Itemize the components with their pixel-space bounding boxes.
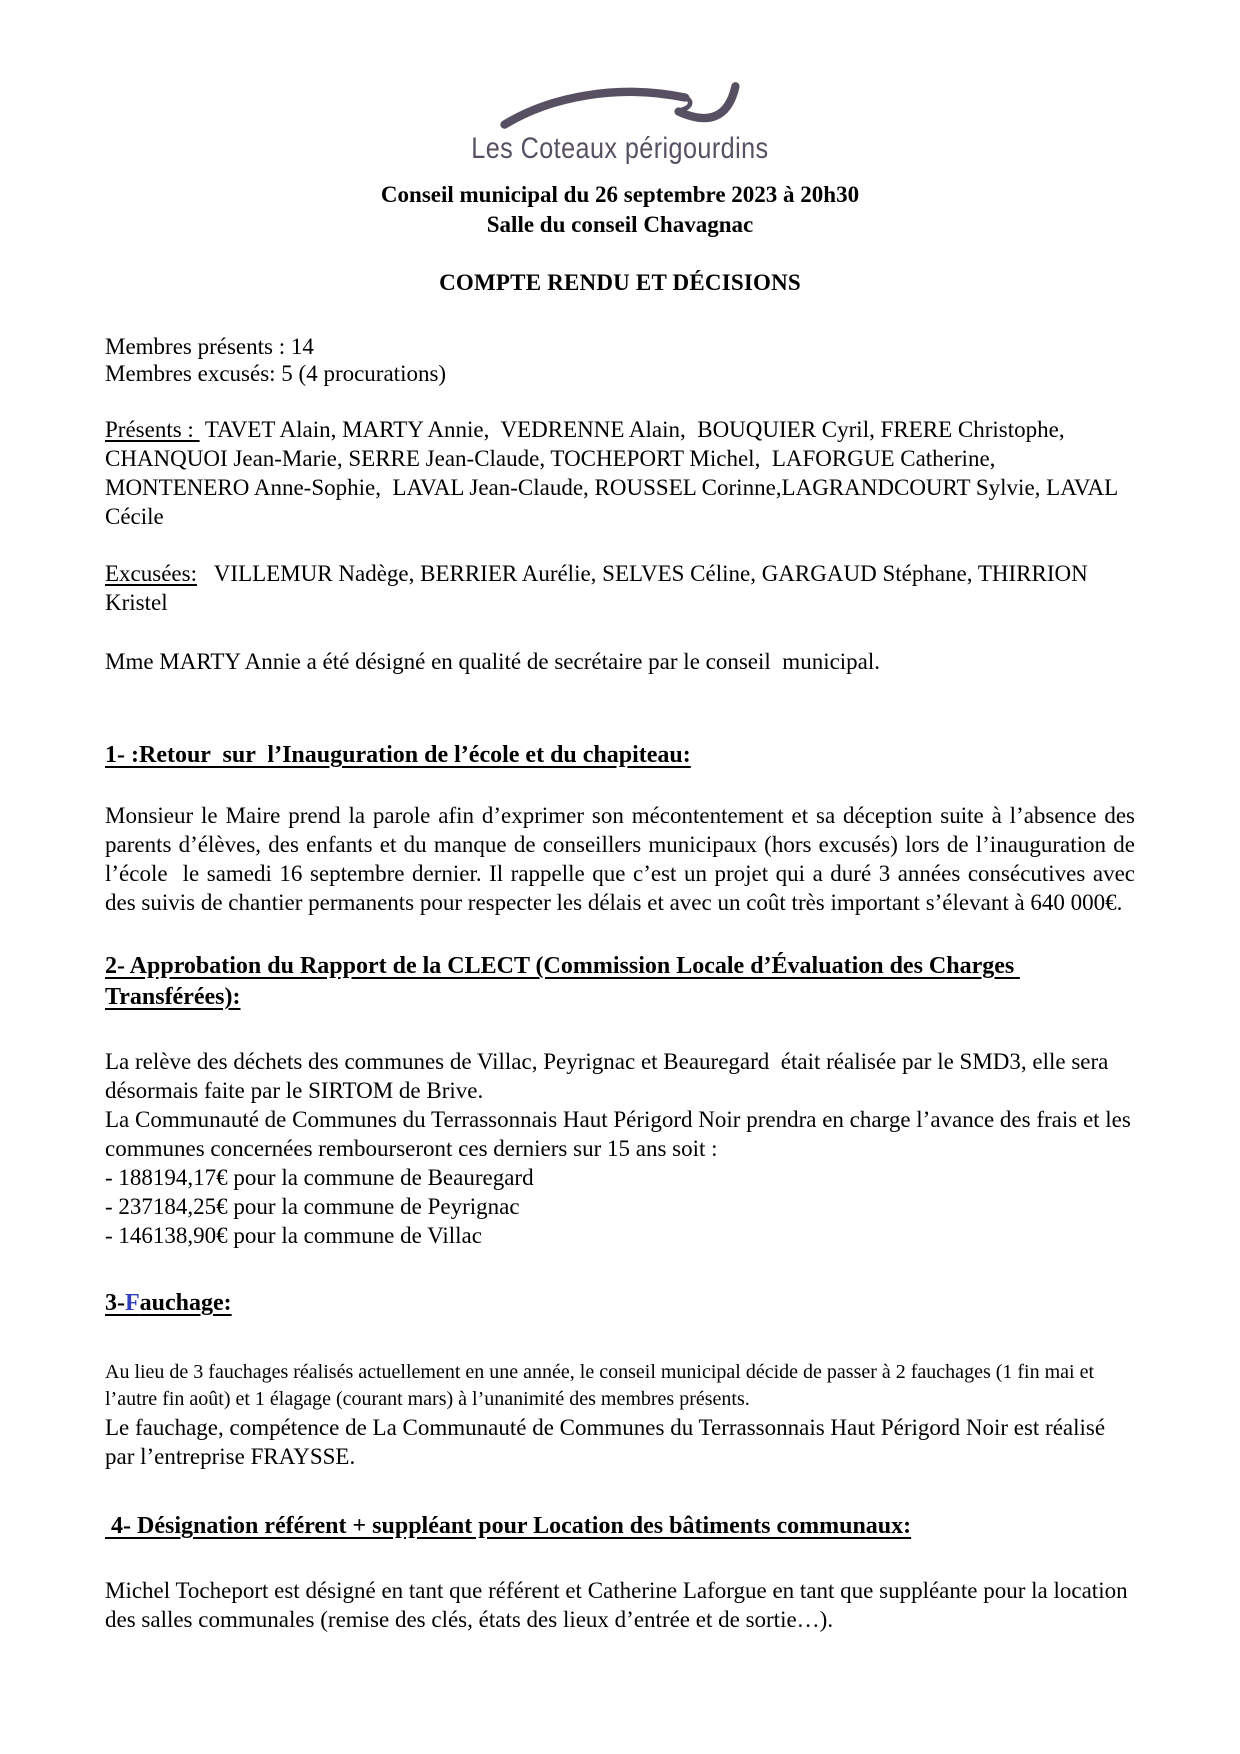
section-1-heading: 1- :Retour sur l’Inauguration de l’école et du chapiteau:	[105, 742, 691, 768]
meeting-title: Conseil municipal du 26 septembre 2023 à 20h30	[380, 182, 860, 207]
section-4-heading: 4- Désignation référent + suppléant pour Location des bâtiments communaux:	[105, 1513, 912, 1539]
logo-swoosh-icon	[495, 78, 745, 132]
presents-label: Présents :	[105, 417, 200, 442]
present-members-list	[105, 415, 1135, 531]
presents-names: TAVET Alain, MARTY Annie, VEDRENNE Alain, BOUQUIER Cyril, FRERE Christophe, CHANQUOI Jean-Marie, SERRE Jean-Claude, TOCHEPORT Michel, LAFORGUE Catherine, MONTENERO Anne-Sophie, LAVAL Jean-Claude, ROUSSEL Corinne,LAGRANDCOURT Sylvie, LAVAL Cécile	[105, 417, 1124, 529]
section-2-list-item: - 146138,90€ pour la commune de Villac	[105, 1223, 482, 1248]
section-2-paragraph-2: La Communauté de Communes du Terrassonnais Haut Périgord Noir prendra en charge l’avance des frais et les communes concernées rembourseront ces derniers sur 15 ans soit :	[105, 1107, 1137, 1161]
attendance-summary	[105, 333, 1135, 387]
section-2-list-item: - 237184,25€ pour la commune de Peyrignac	[105, 1194, 520, 1219]
section-3-heading-rest: auchage:	[139, 1290, 232, 1316]
logo	[105, 78, 1135, 166]
section-4-paragraph: Michel Tocheport est désigné en tant que référent et Catherine Laforgue en tant que suppléante pour la location des salles communales (remise des clés, états des lieux d’entrée et de sortie…).	[105, 1578, 1134, 1632]
logo-text: Les Coteaux périgourdins	[471, 132, 769, 165]
section-3-heading-prefix: 3-	[105, 1290, 125, 1316]
section-1-paragraph: Monsieur le Maire prend la parole afin d’exprimer son mécontentement et sa déception suite à l’absence des parents d’élèves, des enfants et du manque de conseillers municipaux (hors excusés) lors de l’inauguration de l’école le samedi 16 septembre dernier. Il rappelle que c’est un projet qui a duré 3 années consécutives avec des suivis de chantier permanents pour respecter les délais et avec un coût très important s’élevant à 640 000€.	[105, 803, 1141, 915]
secretary-note: Mme MARTY Annie a été désigné en qualité de secrétaire par le conseil municipal.	[105, 649, 881, 674]
section-2-paragraph-1: La relève des déchets des communes de Villac, Peyrignac et Beauregard était réalisée par le SMD3, elle sera désormais faite par le SIRTOM de Brive.	[105, 1049, 1115, 1103]
section-3-paragraph: Le fauchage, compétence de La Communauté de Communes du Terrassonnais Haut Périgord Noir est réalisé par l’entreprise FRAYSSE.	[105, 1415, 1111, 1469]
section-3-heading-blue-letter: F	[125, 1290, 140, 1316]
section-2-heading: 2- Approbation du Rapport de la CLECT (Commission Locale d’Évaluation des Charges Transférées):	[105, 953, 1020, 1010]
excused-names: VILLEMUR Nadège, BERRIER Aurélie, SELVES Céline, GARGAUD Stéphane, THIRRION Kristel	[105, 561, 1094, 615]
report-title: COMPTE RENDU ET DÉCISIONS	[439, 270, 801, 295]
present-count: Membres présents : 14	[105, 334, 314, 359]
excused-count: Membres excusés: 5 (4 procurations)	[105, 361, 447, 386]
section-3-small-paragraph: Au lieu de 3 fauchages réalisés actuellement en une année, le conseil municipal décide de passer à 2 fauchages (1 fin mai et l’autre fin août) et 1 élagage (courant mars) à l’unanimité des membres présents.	[105, 1361, 1100, 1410]
section-2-list-item: - 188194,17€ pour la commune de Beauregard	[105, 1165, 534, 1190]
section-3-heading	[105, 1288, 1135, 1319]
meeting-location: Salle du conseil Chavagnac	[486, 212, 754, 237]
excused-label: Excusées:	[105, 561, 197, 586]
excused-members-list	[105, 559, 1135, 617]
